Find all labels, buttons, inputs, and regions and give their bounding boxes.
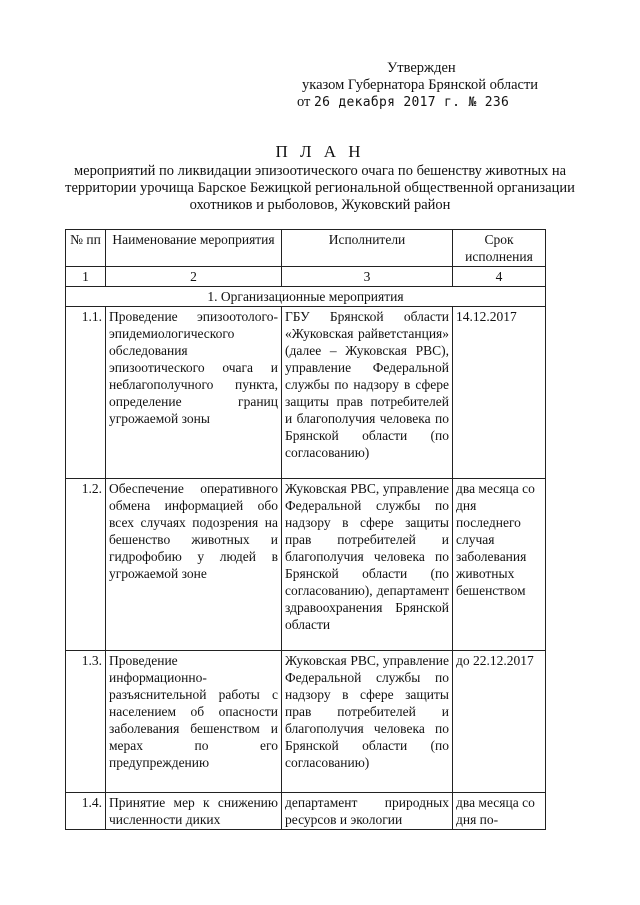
row-executors: департамент природных ресурсов и экологии bbox=[282, 793, 453, 830]
header-deadline: Срок исполнения bbox=[453, 230, 546, 267]
row-executors: Жуковская РВС, управление Федеральной службы по надзору в сфере защиты прав потребителей и благополучия человека по Брянской области (по согласованию) bbox=[282, 651, 453, 793]
table-row bbox=[66, 307, 546, 479]
row-deadline: два месяца со дня по- bbox=[453, 793, 546, 830]
row-executors: ГБУ Брянской области «Жуковская райветстанция» (далее – Жуковская РВС), управление Федеральной службы по надзору в сфере защиты прав потребителей и благополучия человека по Брянской области (по согласованию) bbox=[282, 307, 453, 479]
approval-block bbox=[297, 60, 538, 111]
row-name: Обеспечение оперативного обмена информацией обо всех случаях подозрения на бешенство животных и гидрофобию у людей в угрожаемой зоне bbox=[106, 479, 282, 651]
row-deadline: 14.12.2017 bbox=[453, 307, 546, 479]
header-executors: Исполнители bbox=[282, 230, 453, 267]
plan-table bbox=[65, 229, 546, 830]
col-number: 4 bbox=[453, 267, 546, 287]
row-name: Принятие мер к снижению численности диких bbox=[106, 793, 282, 830]
table-row bbox=[66, 479, 546, 651]
row-name: Проведение информационно-разъяснительной работы с населением об опасности заболевания бешенством и мерах по его предупреждению bbox=[106, 651, 282, 793]
section-row bbox=[66, 287, 546, 307]
col-number: 3 bbox=[282, 267, 453, 287]
col-number: 2 bbox=[106, 267, 282, 287]
col-number: 1 bbox=[66, 267, 106, 287]
row-num: 1.4. bbox=[66, 793, 106, 830]
approval-line-1: Утвержден bbox=[387, 60, 456, 76]
row-deadline: два месяца со дня последнего случая заболевания животных бешенством bbox=[453, 479, 546, 651]
approval-line-2: указом Губернатора Брянской области bbox=[302, 77, 539, 93]
approval-date-prefix: от bbox=[297, 94, 311, 110]
row-num: 1.2. bbox=[66, 479, 106, 651]
table-header-row bbox=[66, 230, 546, 267]
table-row bbox=[66, 651, 546, 793]
row-deadline: до 22.12.2017 bbox=[453, 651, 546, 793]
header-num: № пп bbox=[66, 230, 106, 267]
page-title: П Л А Н bbox=[275, 142, 365, 161]
column-number-row bbox=[66, 267, 546, 287]
section-title: 1. Организационные мероприятия bbox=[66, 287, 546, 307]
row-num: 1.3. bbox=[66, 651, 106, 793]
header-name: Наименование мероприятия bbox=[106, 230, 282, 267]
approval-line-3 bbox=[297, 94, 538, 111]
table-row bbox=[66, 793, 546, 830]
row-executors: Жуковская РВС, управление Федеральной службы по надзору в сфере защиты прав потребителей и благополучия человека по Брянской области (по согласованию), департамент здравоохранения Брянской области bbox=[282, 479, 453, 651]
page-subtitle: мероприятий по ликвидации эпизоотического очага по бешенству животных на территории урочища Барское Бежицкой региональной общественной организации охотников и рыболовов, Жуковский район bbox=[65, 163, 575, 213]
row-name: Проведение эпизоотолого-эпидемиологического обследования эпизоотического очага и неблагополучного пункта, определение границ угрожаемой зоны bbox=[106, 307, 282, 479]
row-num: 1.1. bbox=[66, 307, 106, 479]
approval-date-handwritten: 26 декабря 2017 г. № 236 bbox=[314, 95, 510, 110]
